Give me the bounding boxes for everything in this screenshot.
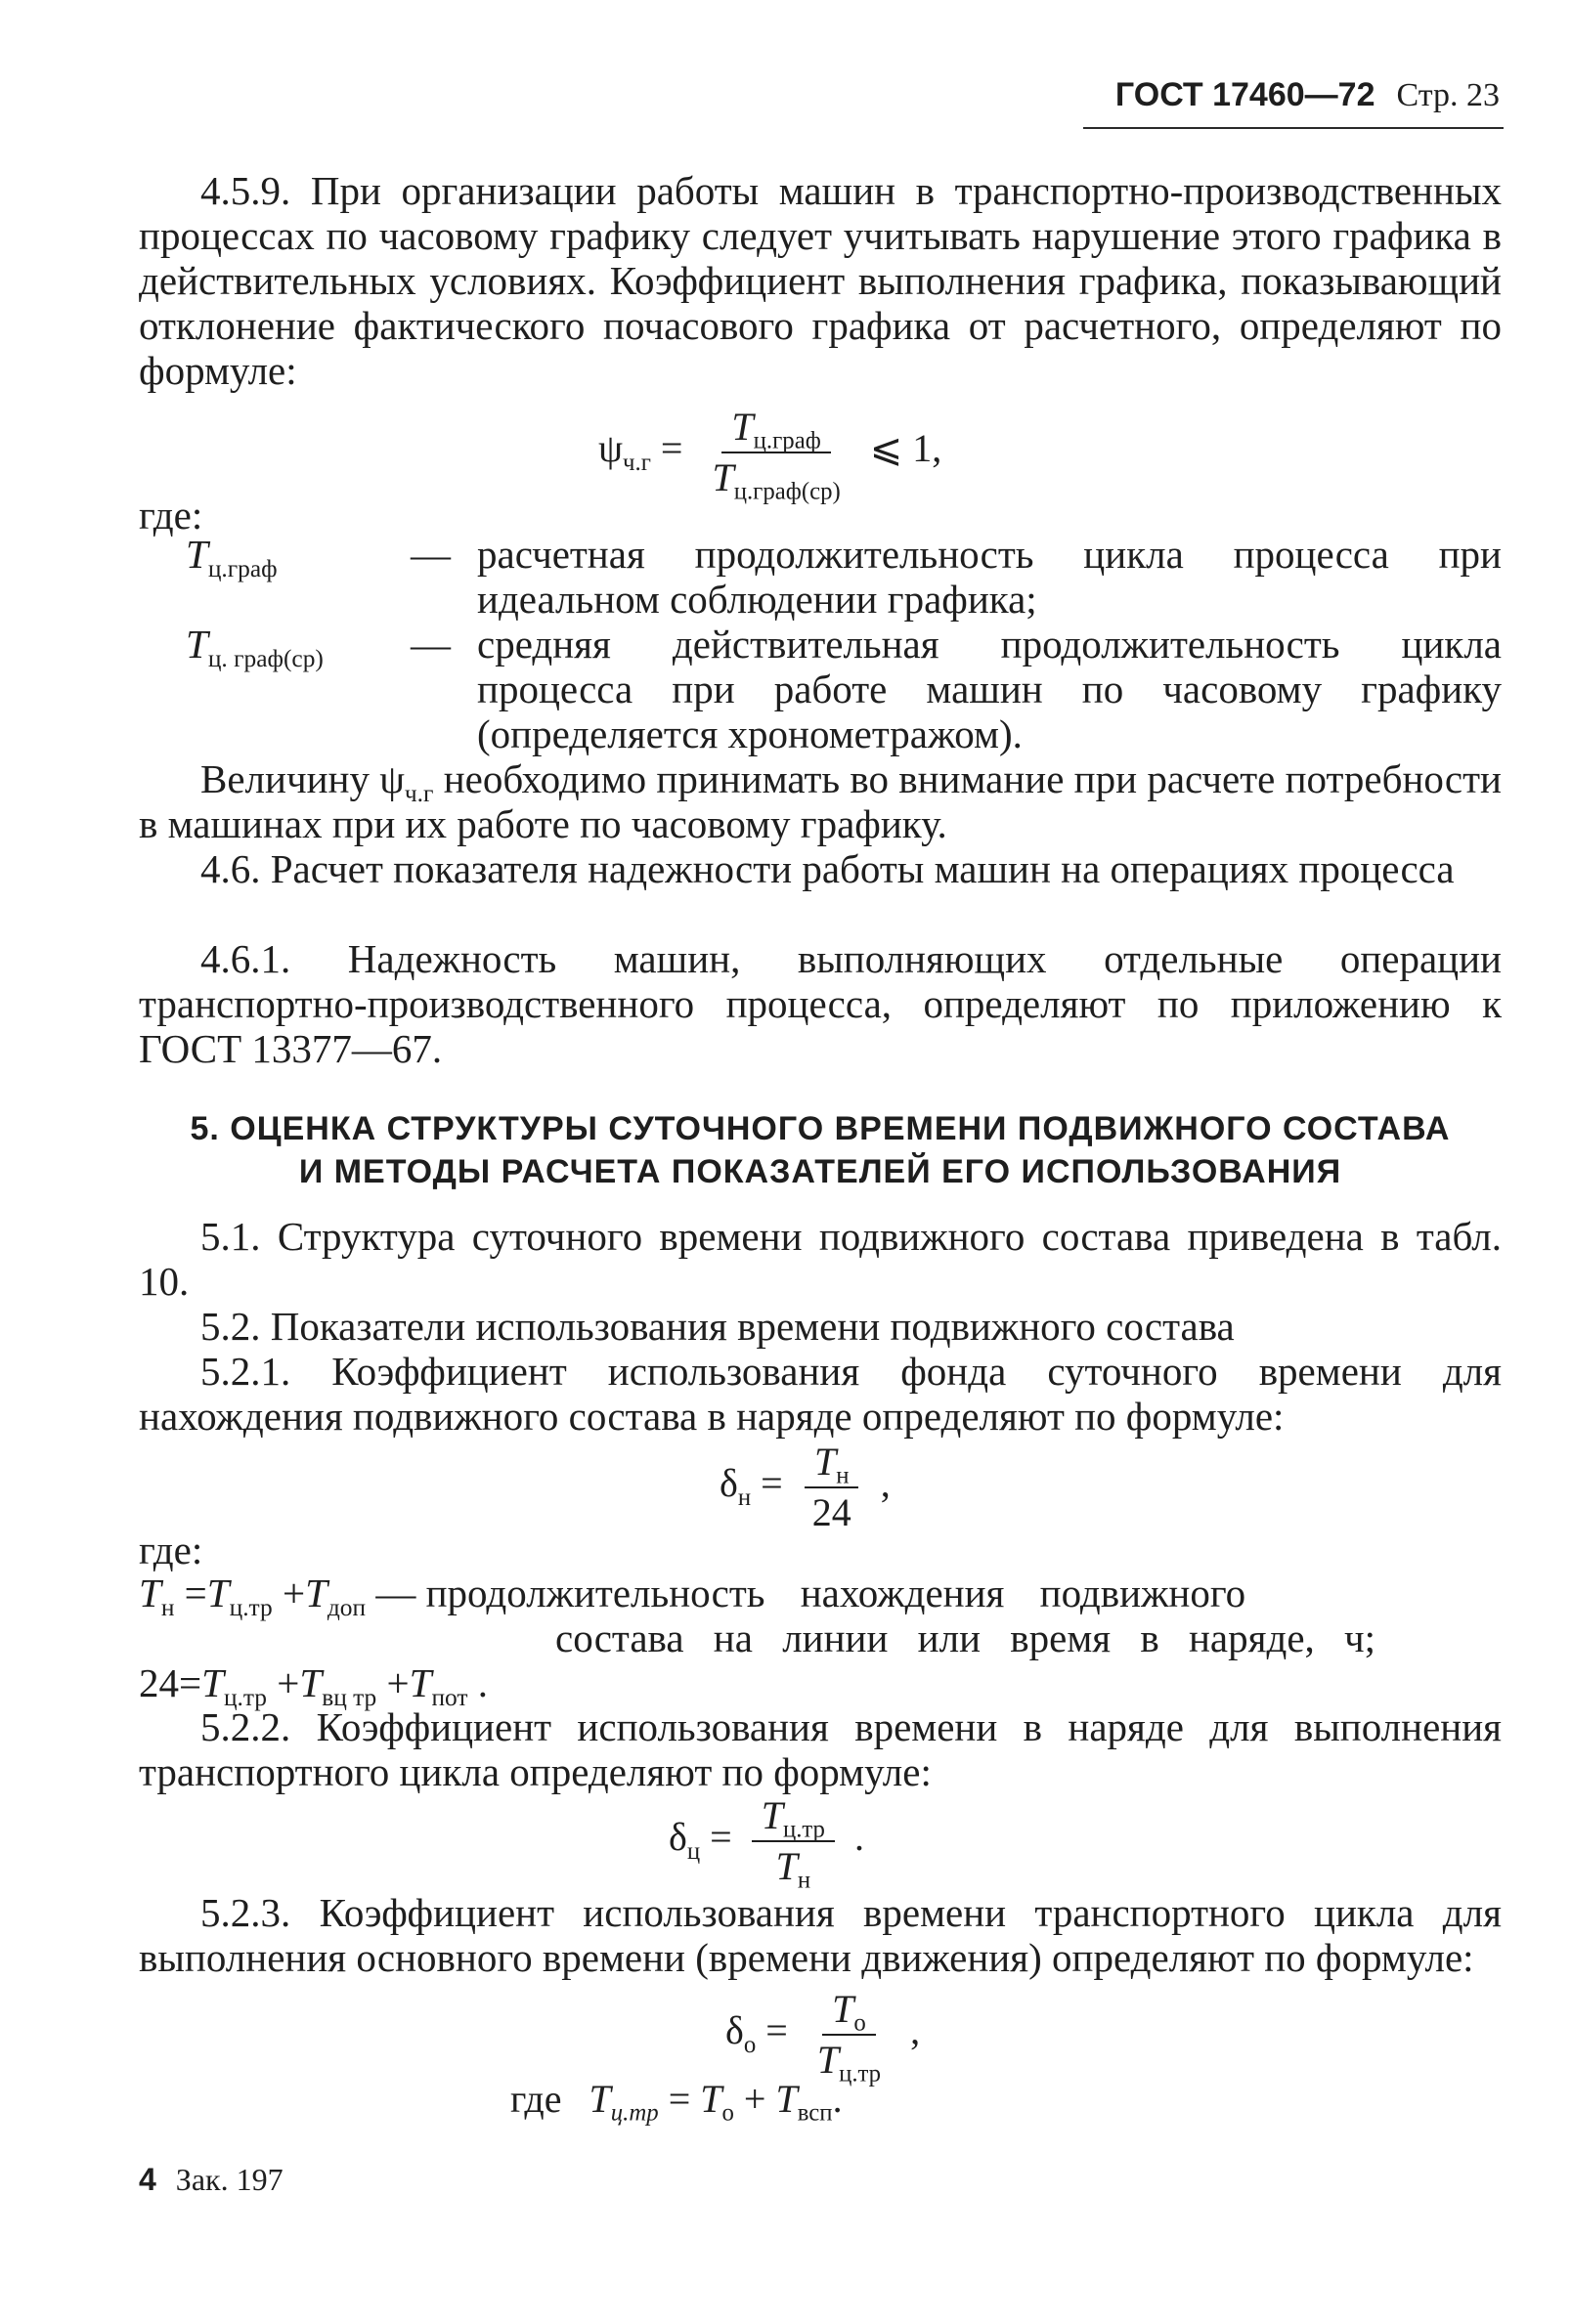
psi-symbol: ψ xyxy=(598,426,624,471)
paragraph-4-5-9 xyxy=(139,168,1502,393)
section-5-title: 5. ОЦЕНКА СТРУКТУРЫ СУТОЧНОГО ВРЕМЕНИ ПОДВИЖНОГО СОСТАВА И МЕТОДЫ РАСЧЕТА ПОКАЗАТЕЛЕЙ ЕГО ИСПОЛЬЗОВАНИЯ xyxy=(190,1110,1451,1190)
paragraph-5-1: 5.1. Структура суточного времени подвижного состава приведена в табл. 10. xyxy=(139,1214,1503,1304)
definition-dash: — xyxy=(411,622,451,667)
definition-t-graf-sr xyxy=(186,622,1502,756)
definition-t-n: $T_н =T_{ц.тр} +T_{доп}$ — продолжительность нахождения подвижного xyxy=(139,1571,1246,1621)
paragraph-psi-value: Величину $\psi_{ч.г}$ необходимо принимать во внимание при расчете потребности в машинах при их работе по часовому графику. xyxy=(139,756,1502,846)
numerator: $T_{ц.граф}$ xyxy=(721,406,830,453)
footer-page-number: 4 xyxy=(139,2162,156,2197)
formula-delta-c: $\delta_ц$ = $\frac{T_{ц.тр}}{T_н}$ . xyxy=(669,1793,864,1894)
psi-symbol: ψ xyxy=(379,756,405,801)
where-label: где: xyxy=(139,1528,203,1572)
paragraph-4-6-1: 4.6.1. Надежность машин, выполняющих отдельные операции транспортно-производственного процесса, определяют по приложению к ГОСТ 13377—67. xyxy=(139,936,1502,1071)
paragraph-number: 4.5.9. xyxy=(200,168,291,213)
paragraph-5-2-3: 5.2.3. Коэффициент использования времени транспортного цикла для выполнения основного времени (времени движения) определяют по формуле: xyxy=(139,1890,1502,1980)
definition-text: расчетная продолжительность цикла процесса при идеальном соблюдении графика; xyxy=(477,532,1502,622)
header-rule xyxy=(1083,127,1504,129)
definition-dash: — xyxy=(411,532,451,577)
definition-symbol: $T_{ц.граф}$ xyxy=(186,532,278,582)
paragraph-5-2: 5.2. Показатели использования времени подвижного состава xyxy=(200,1304,1235,1349)
formula-psi xyxy=(598,405,942,505)
relation: ⩽ 1, xyxy=(869,426,942,471)
definition-t-graf xyxy=(186,532,1502,622)
footer-order: Зак. 197 xyxy=(175,2162,284,2197)
page-label: Стр. 23 xyxy=(1396,77,1500,113)
paragraph-text: При организации работы машин в транспортно-производственных процессах по часовому графику следует учитывать нарушение этого графика в действительных условиях. Коэффициент выполнения графика, показывающий отклонение фактического почасового графика от расчетного, определяют по формуле: xyxy=(139,168,1502,393)
psi-subscript: ч.г xyxy=(623,449,651,476)
fraction: $\frac{T_н}{24}$ xyxy=(803,1441,861,1534)
where-label: где: xyxy=(139,493,203,538)
formula-24: $24=T_{ц.тр} +T_{вц тр} +T_{пот}$ . xyxy=(139,1660,489,1711)
definition-text: средняя действительная продолжительность цикла процесса при работе машин по часовому графику (определяется хронометражом). xyxy=(477,622,1502,756)
fraction xyxy=(702,405,850,505)
paragraph-5-2-2: 5.2.2. Коэффициент использования времени в наряде для выполнения транспортного цикла определяют по формуле: xyxy=(139,1704,1503,1794)
paragraph-5-2-1: 5.2.1. Коэффициент использования фонда суточного времени для нахождения подвижного состава в наряде определяют по формуле: xyxy=(139,1349,1502,1439)
definition-t-n-continued: состава на линии или время в наряде, ч; xyxy=(555,1615,1376,1660)
fraction: $\frac{T_{ц.тр}}{T_н}$ xyxy=(752,1794,835,1888)
formula-t-cycle: где $T_{ц.тр} = T_о + T_{всп}$. xyxy=(510,2077,843,2127)
equals-sign: = xyxy=(660,426,683,471)
fraction: $\frac{T_о}{T_{ц.тр}}$ xyxy=(816,1987,882,2087)
paragraph-4-6: 4.6. Расчет показателя надежности работы машин на операциях процесса xyxy=(200,846,1455,891)
denominator: $T_{ц.граф(ср)}$ xyxy=(712,455,841,505)
page-footer xyxy=(139,2162,284,2198)
definition-symbol: $T_{ц. граф(ср)}$ xyxy=(186,622,324,672)
page-header xyxy=(1115,76,1500,114)
standard-number: ГОСТ 17460—72 xyxy=(1114,76,1375,113)
formula-delta-o: $\delta_о$ = $\frac{T_о}{T_{ц.тр}}$ , xyxy=(725,1987,921,2087)
formula-delta-n: $\delta_н$ = $\frac{T_н}{24}$ , xyxy=(720,1440,891,1534)
